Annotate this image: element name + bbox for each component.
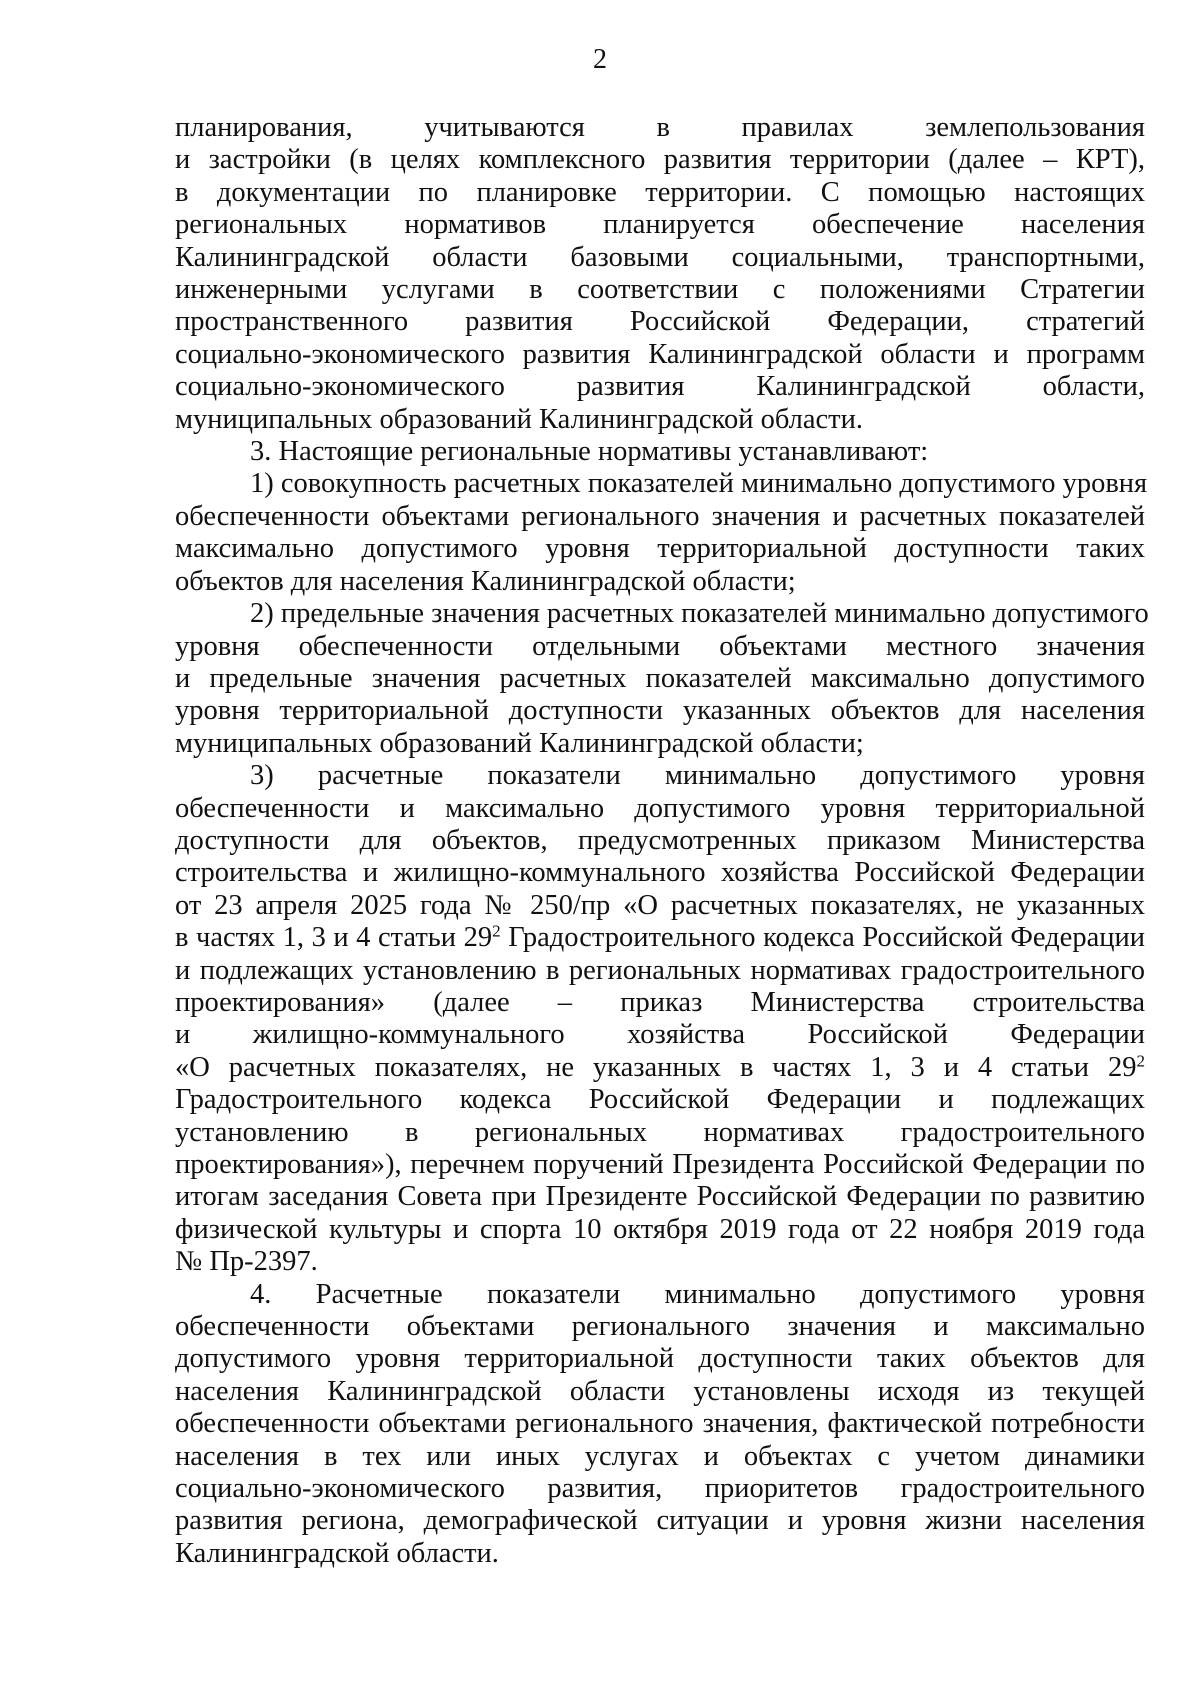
text-line: № Пр-2397.: [175, 1246, 318, 1278]
text-line: объектов для населения Калининградской области;: [175, 565, 796, 597]
text-line: уровня территориальной доступности указанных объектов для населения: [175, 695, 1145, 727]
text-line: «О расчетных показателях, не указанных в частях 1, 3 и 4 статьи $29^2$: [175, 1051, 1145, 1083]
text-line: установлению в региональных нормативах градостроительного: [175, 1116, 1145, 1148]
text-line: муниципальных образований Калининградской области;: [175, 727, 864, 759]
text-line: в документации по планировке территории. С помощью настоящих: [175, 176, 1145, 208]
text-line: Градостроительного кодекса Российской Федерации и подлежащих: [175, 1084, 1145, 1116]
text-line: обеспеченности объектами регионального значения, фактической потребности: [175, 1408, 1145, 1440]
document-body: [175, 112, 1149, 1570]
paragraph-p3: [175, 436, 1145, 468]
paragraph-p4: [175, 1279, 1145, 1571]
page-number: 2: [593, 44, 607, 75]
text-line: обеспеченности и максимально допустимого уровня территориальной: [175, 792, 1145, 824]
superscript: 2: [492, 921, 501, 941]
text-line: 3) расчетные показатели минимально допустимого уровня: [250, 760, 1145, 792]
text-line: проектирования» (далее – приказ Министерства строительства: [175, 986, 1145, 1018]
text-line: итогам заседания Совета при Президенте Российской Федерации по развитию: [175, 1181, 1145, 1213]
text-line: социально-экономического развития, приоритетов градостроительного: [175, 1473, 1145, 1505]
text-line: и застройки (в целях комплексного развития территории (далее – КРТ),: [175, 144, 1145, 176]
text-line: социально-экономического развития Калининградской области и программ: [175, 338, 1145, 370]
text-line: социально-экономического развития Калининградской области,: [175, 371, 1145, 403]
text-line: от 23 апреля 2025 года № 250/пр «О расчетных показателях, не указанных: [175, 889, 1145, 921]
text-line: и предельные значения расчетных показателей максимально допустимого: [175, 662, 1145, 694]
text-line: Калининградской области.: [175, 1537, 499, 1569]
text-line: населения Калининградской области установлены исходя из текущей: [175, 1375, 1145, 1407]
text-line: доступности для объектов, предусмотренных приказом Министерства: [175, 824, 1145, 856]
text-line: 2) предельные значения расчетных показателей минимально допустимого: [250, 598, 1149, 630]
text-line: уровня обеспеченности отдельными объектами местного значения: [175, 630, 1145, 662]
text-line: инженерными услугами в соответствии с положениями Стратегии: [175, 274, 1145, 306]
paragraph-p3_3: [175, 760, 1145, 1279]
text-line: и подлежащих установлению в региональных нормативах градостроительного: [175, 954, 1145, 986]
text-line: региональных нормативов планируется обеспечение населения: [175, 209, 1145, 241]
paragraph-p_intro: [175, 112, 1145, 436]
text-line: проектирования»), перечнем поручений Президента Российской Федерации по: [175, 1149, 1145, 1180]
paragraph-p3_2: [175, 598, 1149, 760]
text-line: строительства и жилищно-коммунального хозяйства Российской Федерации: [175, 857, 1145, 889]
text-line: в частях 1, 3 и 4 статьи $29^2$ Градостроительного кодекса Российской Федерации: [175, 921, 1145, 954]
text-line: 4. Расчетные показатели минимально допустимого уровня: [250, 1278, 1145, 1310]
text-line: обеспеченности объектами регионального значения и максимально: [175, 1311, 1145, 1343]
text-line: развития региона, демографической ситуации и уровня жизни населения: [175, 1505, 1145, 1537]
text-line: обеспеченности объектами регионального значения и расчетных показателей: [175, 500, 1145, 532]
text-line: физической культуры и спорта 10 октября 2019 года от 22 ноября 2019 года: [175, 1213, 1145, 1245]
text-line: 3. Настоящие региональные нормативы устанавливают:: [250, 436, 929, 468]
text-line: допустимого уровня территориальной доступности таких объектов для: [175, 1343, 1145, 1375]
text-line: пространственного развития Российской Федерации, стратегий: [175, 306, 1145, 338]
text-line: максимально допустимого уровня территориальной доступности таких: [175, 533, 1145, 565]
text-line: Калининградской области базовыми социальными, транспортными,: [175, 241, 1145, 273]
text-line: 1) совокупность расчетных показателей минимально допустимого уровня: [250, 468, 1148, 500]
text-line: населения в тех или иных услугах и объектах с учетом динамики: [175, 1440, 1145, 1472]
text-line: и жилищно-коммунального хозяйства Российской Федерации: [175, 1019, 1145, 1051]
superscript: 2: [1136, 1051, 1145, 1071]
text-line: муниципальных образований Калининградской области.: [175, 403, 863, 435]
text-line: планирования, учитываются в правилах землепользования: [175, 112, 1145, 143]
paragraph-p3_1: [175, 468, 1148, 598]
